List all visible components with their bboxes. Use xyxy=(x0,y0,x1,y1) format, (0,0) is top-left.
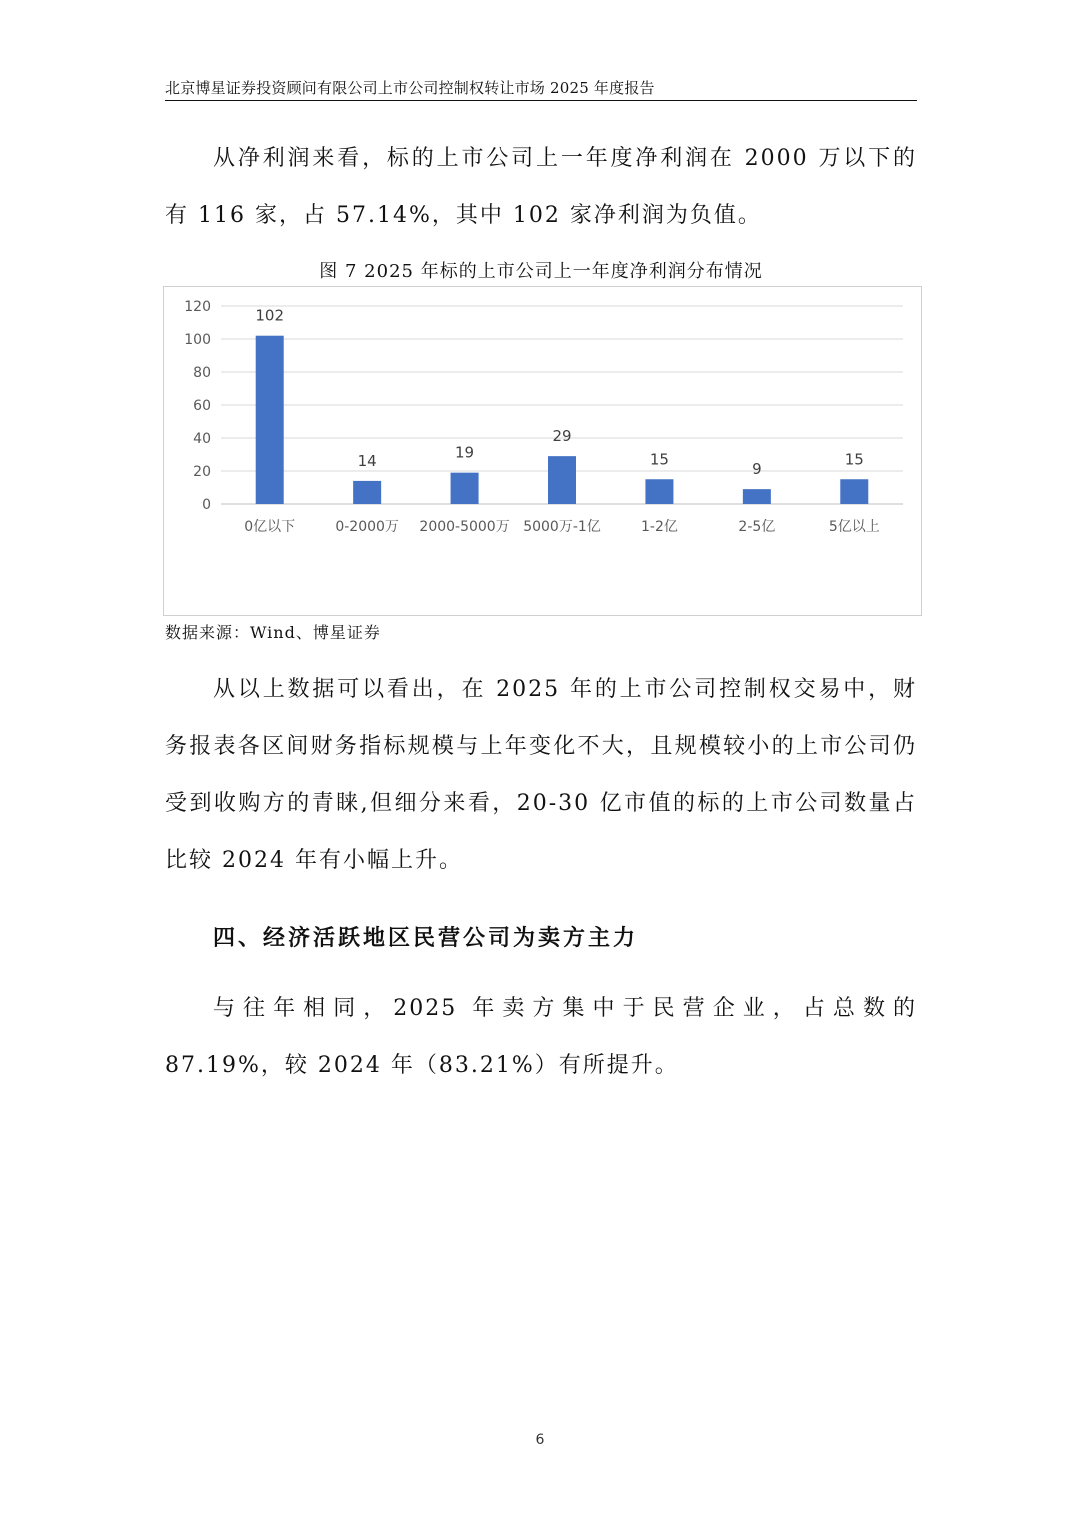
x-tick-label: 2-5亿 xyxy=(738,519,776,535)
bar xyxy=(451,473,479,504)
x-tick-label: 2000-5000万 xyxy=(419,519,510,535)
y-tick-label: 40 xyxy=(193,431,211,447)
net-profit-chart xyxy=(163,286,922,616)
bar xyxy=(840,479,868,504)
y-tick-label: 120 xyxy=(184,299,211,315)
bar xyxy=(645,479,673,504)
paragraph-summary: 从以上数据可以看出，在 2025 年的上市公司控制权交易中，财务报表各区间财务指标规模与上年变化不大，且规模较小的上市公司仍受到收购方的青睐,但细分来看，20-30 亿市值的标的上市公司数量占比较 2024 年有小幅上升。 xyxy=(165,677,917,873)
bar xyxy=(548,456,576,504)
data-label: 9 xyxy=(752,460,762,479)
x-tick-label: 0-2000万 xyxy=(335,519,399,535)
y-tick-label: 80 xyxy=(193,365,211,381)
data-label: 15 xyxy=(649,450,669,469)
data-label: 102 xyxy=(255,306,285,325)
data-label: 19 xyxy=(455,443,475,462)
page-number: 6 xyxy=(535,1432,545,1448)
y-tick-label: 0 xyxy=(202,497,211,513)
paragraph-net-profit: 从净利润来看，标的上市公司上一年度净利润在 2000 万以下的有 116 家，占 57.14%，其中 102 家净利润为负值。 xyxy=(165,146,917,228)
data-label: 15 xyxy=(844,450,864,469)
paragraph-sellers: 与往年相同，2025 年卖方集中于民营企业，占总数的 87.19%，较 2024 年（83.21%）有所提升。 xyxy=(165,996,917,1078)
x-tick-label: 1-2亿 xyxy=(640,519,678,535)
x-tick-label: 5亿以上 xyxy=(828,519,880,535)
bar xyxy=(743,489,771,504)
data-source: 数据来源：Wind、博星证券 xyxy=(165,623,381,642)
figure-caption: 图 7 2025 年标的上市公司上一年度净利润分布情况 xyxy=(319,261,763,282)
bar xyxy=(353,481,381,504)
header-title: 北京博星证券投资顾问有限公司上市公司控制权转让市场 2025 年度报告 xyxy=(165,79,655,97)
x-tick-label: 0亿以下 xyxy=(244,519,296,535)
y-tick-label: 100 xyxy=(184,332,211,348)
chart-svg xyxy=(164,287,921,615)
section-title: 四、经济活跃地区民营公司为卖方主力 xyxy=(213,925,639,951)
bar xyxy=(256,336,284,504)
y-tick-label: 60 xyxy=(193,398,211,414)
x-tick-label: 5000万-1亿 xyxy=(523,519,601,535)
y-tick-label: 20 xyxy=(193,464,211,480)
page-header xyxy=(165,78,917,101)
data-label: 14 xyxy=(357,451,377,470)
data-label: 29 xyxy=(552,427,572,446)
